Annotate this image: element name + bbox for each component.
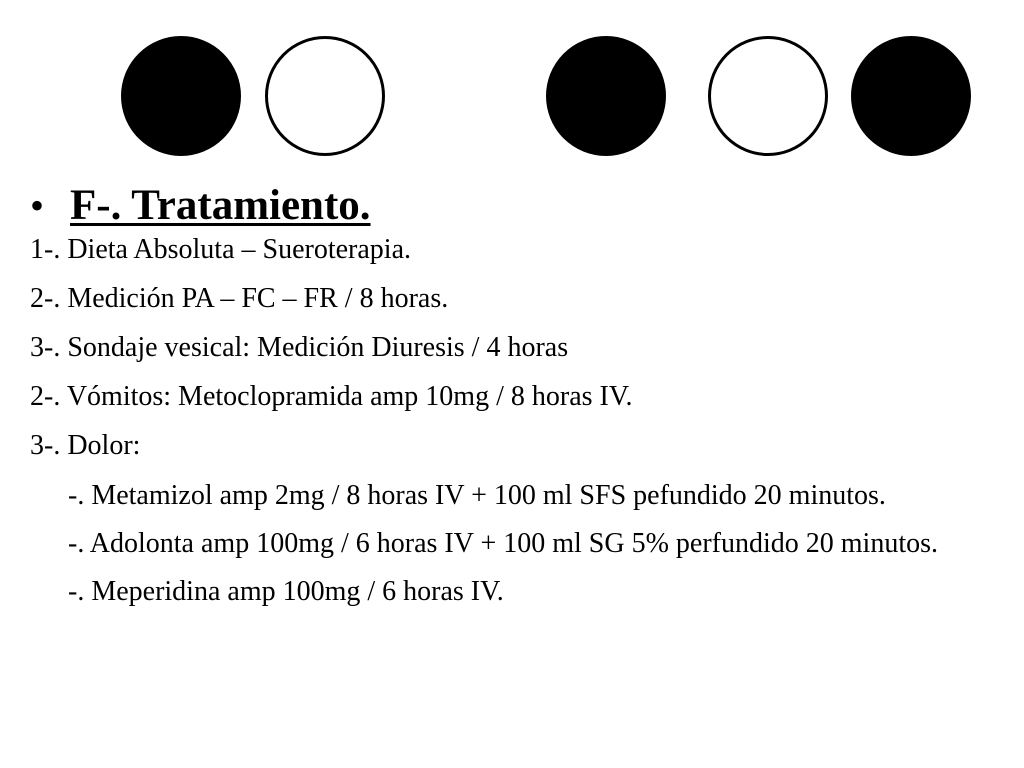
treatment-line: 2-. Vómitos: Metoclopramida amp 10mg / 8 horas IV. — [30, 381, 633, 412]
pain-medication-line: -. Adolonta amp 100mg / 6 horas IV + 100 ml SG 5% perfundido 20 minutos. — [68, 528, 938, 559]
filled-circle-icon — [546, 36, 666, 156]
bullet-icon: • — [30, 183, 45, 228]
treatment-line: 2-. Medición PA – FC – FR / 8 horas. — [30, 283, 449, 314]
treatment-line: 3-. Dolor: — [30, 430, 141, 461]
slide-heading — [30, 180, 994, 232]
filled-circle-icon — [851, 36, 971, 156]
hollow-circle-icon — [265, 36, 385, 156]
treatment-line: 3-. Sondaje vesical: Medición Diuresis / 4 horas — [30, 332, 569, 363]
filled-circle-icon — [121, 36, 241, 156]
hollow-circle-icon — [708, 36, 828, 156]
slide-content — [30, 180, 994, 623]
treatment-line: 1-. Dieta Absoluta – Sueroterapia. — [30, 234, 412, 265]
heading-text: F-. Tratamiento. — [70, 182, 371, 229]
pain-medication-line: -. Metamizol amp 2mg / 8 horas IV + 100 ml SFS pefundido 20 minutos. — [68, 480, 886, 511]
pain-medication-line: -. Meperidina amp 100mg / 6 horas IV. — [68, 576, 504, 607]
